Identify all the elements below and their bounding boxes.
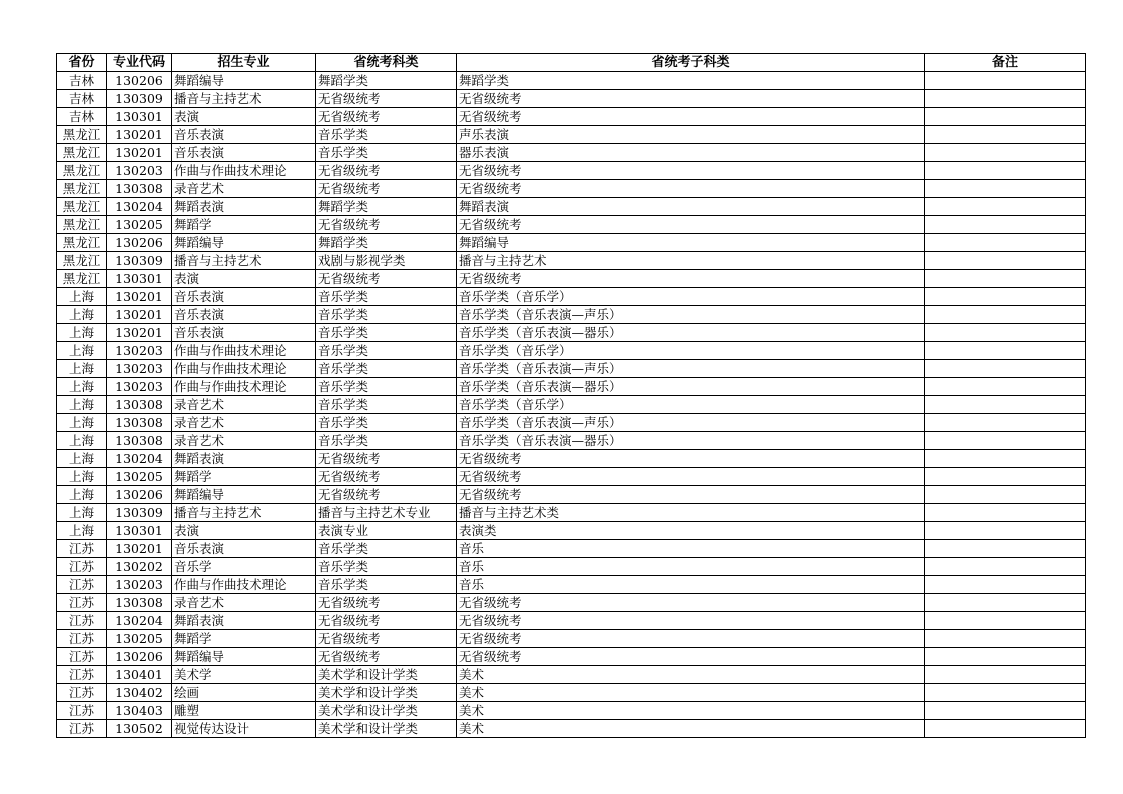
table-row	[57, 594, 1086, 612]
cell-major: 表演	[172, 108, 316, 126]
cell-note	[925, 198, 1086, 216]
cell-major: 录音艺术	[172, 432, 316, 450]
table-row	[57, 414, 1086, 432]
cell-province: 上海	[57, 522, 107, 540]
cell-major: 作曲与作曲技术理论	[172, 342, 316, 360]
cell-subcategory: 舞蹈学类	[457, 72, 925, 90]
cell-category: 无省级统考	[316, 108, 457, 126]
header-province: 省份	[57, 54, 107, 72]
cell-note	[925, 126, 1086, 144]
cell-province: 黑龙江	[57, 252, 107, 270]
cell-major: 播音与主持艺术	[172, 90, 316, 108]
cell-subcategory: 音乐	[457, 540, 925, 558]
cell-note	[925, 720, 1086, 738]
cell-code: 130201	[107, 144, 172, 162]
cell-note	[925, 108, 1086, 126]
cell-province: 江苏	[57, 576, 107, 594]
cell-note	[925, 540, 1086, 558]
cell-province: 上海	[57, 288, 107, 306]
cell-province: 上海	[57, 360, 107, 378]
cell-subcategory: 表演类	[457, 522, 925, 540]
table-row	[57, 558, 1086, 576]
header-row	[57, 54, 1086, 72]
header-code: 专业代码	[107, 54, 172, 72]
cell-subcategory: 无省级统考	[457, 612, 925, 630]
cell-major: 录音艺术	[172, 414, 316, 432]
cell-subcategory: 美术	[457, 684, 925, 702]
cell-category: 音乐学类	[316, 414, 457, 432]
cell-category: 音乐学类	[316, 558, 457, 576]
cell-subcategory: 无省级统考	[457, 648, 925, 666]
table-row	[57, 486, 1086, 504]
cell-note	[925, 306, 1086, 324]
cell-category: 无省级统考	[316, 216, 457, 234]
cell-note	[925, 558, 1086, 576]
cell-category: 音乐学类	[316, 432, 457, 450]
cell-province: 江苏	[57, 594, 107, 612]
table-row	[57, 666, 1086, 684]
cell-major: 视觉传达设计	[172, 720, 316, 738]
cell-major: 音乐表演	[172, 540, 316, 558]
cell-province: 上海	[57, 504, 107, 522]
cell-province: 江苏	[57, 540, 107, 558]
cell-major: 美术学	[172, 666, 316, 684]
header-category: 省统考科类	[316, 54, 457, 72]
table-row	[57, 684, 1086, 702]
cell-major: 音乐表演	[172, 144, 316, 162]
cell-note	[925, 432, 1086, 450]
cell-category: 戏剧与影视学类	[316, 252, 457, 270]
cell-note	[925, 702, 1086, 720]
cell-major: 录音艺术	[172, 594, 316, 612]
cell-province: 江苏	[57, 648, 107, 666]
cell-province: 黑龙江	[57, 144, 107, 162]
table-row	[57, 90, 1086, 108]
cell-subcategory: 无省级统考	[457, 486, 925, 504]
cell-province: 江苏	[57, 558, 107, 576]
cell-subcategory: 音乐学类（音乐表演—器乐）	[457, 378, 925, 396]
cell-province: 黑龙江	[57, 162, 107, 180]
cell-code: 130203	[107, 360, 172, 378]
cell-major: 舞蹈表演	[172, 198, 316, 216]
cell-subcategory: 器乐表演	[457, 144, 925, 162]
cell-category: 舞蹈学类	[316, 72, 457, 90]
cell-subcategory: 音乐学类（音乐学）	[457, 342, 925, 360]
cell-major: 绘画	[172, 684, 316, 702]
cell-province: 吉林	[57, 72, 107, 90]
admissions-table	[56, 53, 1086, 738]
cell-major: 舞蹈编导	[172, 486, 316, 504]
cell-code: 130402	[107, 684, 172, 702]
cell-code: 130309	[107, 252, 172, 270]
cell-province: 上海	[57, 306, 107, 324]
table-row	[57, 198, 1086, 216]
table-row	[57, 450, 1086, 468]
cell-subcategory: 音乐学类（音乐表演—声乐）	[457, 360, 925, 378]
cell-subcategory: 音乐	[457, 576, 925, 594]
cell-code: 130201	[107, 306, 172, 324]
cell-province: 江苏	[57, 666, 107, 684]
cell-code: 130206	[107, 234, 172, 252]
cell-note	[925, 216, 1086, 234]
cell-category: 表演专业	[316, 522, 457, 540]
cell-category: 美术学和设计学类	[316, 666, 457, 684]
table-row	[57, 126, 1086, 144]
table-row	[57, 324, 1086, 342]
cell-category: 美术学和设计学类	[316, 684, 457, 702]
cell-major: 作曲与作曲技术理论	[172, 360, 316, 378]
cell-subcategory: 无省级统考	[457, 216, 925, 234]
cell-category: 音乐学类	[316, 288, 457, 306]
cell-code: 130203	[107, 378, 172, 396]
cell-province: 上海	[57, 414, 107, 432]
cell-category: 美术学和设计学类	[316, 720, 457, 738]
cell-category: 音乐学类	[316, 396, 457, 414]
cell-major: 舞蹈编导	[172, 72, 316, 90]
cell-code: 130205	[107, 630, 172, 648]
cell-subcategory: 美术	[457, 720, 925, 738]
cell-subcategory: 美术	[457, 702, 925, 720]
cell-note	[925, 144, 1086, 162]
cell-category: 音乐学类	[316, 540, 457, 558]
table-row	[57, 468, 1086, 486]
cell-province: 上海	[57, 468, 107, 486]
table-body	[57, 72, 1086, 738]
cell-province: 黑龙江	[57, 126, 107, 144]
cell-category: 音乐学类	[316, 342, 457, 360]
cell-code: 130403	[107, 702, 172, 720]
cell-subcategory: 无省级统考	[457, 468, 925, 486]
header-subcategory: 省统考子科类	[457, 54, 925, 72]
table-row	[57, 288, 1086, 306]
cell-code: 130309	[107, 504, 172, 522]
cell-subcategory: 舞蹈表演	[457, 198, 925, 216]
cell-subcategory: 美术	[457, 666, 925, 684]
cell-note	[925, 684, 1086, 702]
table-row	[57, 612, 1086, 630]
cell-category: 音乐学类	[316, 360, 457, 378]
cell-subcategory: 播音与主持艺术类	[457, 504, 925, 522]
cell-major: 音乐学	[172, 558, 316, 576]
cell-code: 130301	[107, 270, 172, 288]
cell-category: 音乐学类	[316, 306, 457, 324]
cell-note	[925, 342, 1086, 360]
cell-category: 无省级统考	[316, 270, 457, 288]
cell-major: 舞蹈学	[172, 216, 316, 234]
cell-code: 130205	[107, 216, 172, 234]
cell-code: 130201	[107, 126, 172, 144]
cell-category: 无省级统考	[316, 612, 457, 630]
cell-province: 上海	[57, 378, 107, 396]
cell-major: 音乐表演	[172, 306, 316, 324]
cell-major: 舞蹈学	[172, 630, 316, 648]
cell-subcategory: 声乐表演	[457, 126, 925, 144]
cell-note	[925, 504, 1086, 522]
cell-province: 黑龙江	[57, 234, 107, 252]
table-row	[57, 216, 1086, 234]
cell-category: 播音与主持艺术专业	[316, 504, 457, 522]
cell-code: 130308	[107, 396, 172, 414]
cell-code: 130206	[107, 648, 172, 666]
cell-province: 黑龙江	[57, 198, 107, 216]
cell-code: 130204	[107, 450, 172, 468]
cell-province: 上海	[57, 342, 107, 360]
cell-category: 舞蹈学类	[316, 234, 457, 252]
table-row	[57, 270, 1086, 288]
cell-subcategory: 音乐学类（音乐表演—声乐）	[457, 306, 925, 324]
cell-code: 130201	[107, 540, 172, 558]
cell-category: 舞蹈学类	[316, 198, 457, 216]
cell-code: 130204	[107, 612, 172, 630]
cell-category: 音乐学类	[316, 324, 457, 342]
cell-province: 江苏	[57, 612, 107, 630]
table-row	[57, 180, 1086, 198]
cell-category: 无省级统考	[316, 648, 457, 666]
cell-note	[925, 666, 1086, 684]
cell-major: 表演	[172, 522, 316, 540]
cell-subcategory: 无省级统考	[457, 630, 925, 648]
cell-note	[925, 270, 1086, 288]
table-row	[57, 306, 1086, 324]
cell-subcategory: 音乐学类（音乐表演—器乐）	[457, 432, 925, 450]
cell-note	[925, 288, 1086, 306]
cell-major: 播音与主持艺术	[172, 252, 316, 270]
table-row	[57, 432, 1086, 450]
cell-category: 无省级统考	[316, 90, 457, 108]
cell-category: 音乐学类	[316, 378, 457, 396]
table-row	[57, 396, 1086, 414]
cell-category: 音乐学类	[316, 576, 457, 594]
cell-note	[925, 234, 1086, 252]
cell-code: 130301	[107, 108, 172, 126]
cell-major: 音乐表演	[172, 126, 316, 144]
cell-major: 舞蹈学	[172, 468, 316, 486]
table-row	[57, 522, 1086, 540]
cell-note	[925, 414, 1086, 432]
cell-province: 上海	[57, 486, 107, 504]
cell-category: 美术学和设计学类	[316, 702, 457, 720]
cell-note	[925, 486, 1086, 504]
cell-major: 作曲与作曲技术理论	[172, 576, 316, 594]
cell-subcategory: 音乐学类（音乐表演—器乐）	[457, 324, 925, 342]
cell-subcategory: 无省级统考	[457, 162, 925, 180]
table-row	[57, 648, 1086, 666]
table-row	[57, 108, 1086, 126]
table-row	[57, 702, 1086, 720]
cell-province: 上海	[57, 324, 107, 342]
cell-subcategory: 音乐学类（音乐学）	[457, 288, 925, 306]
cell-subcategory: 无省级统考	[457, 180, 925, 198]
cell-code: 130301	[107, 522, 172, 540]
cell-subcategory: 无省级统考	[457, 450, 925, 468]
table-row	[57, 162, 1086, 180]
cell-category: 无省级统考	[316, 630, 457, 648]
cell-category: 无省级统考	[316, 162, 457, 180]
cell-code: 130309	[107, 90, 172, 108]
cell-code: 130206	[107, 72, 172, 90]
cell-major: 舞蹈表演	[172, 612, 316, 630]
table-row	[57, 234, 1086, 252]
table-row	[57, 342, 1086, 360]
cell-subcategory: 无省级统考	[457, 90, 925, 108]
cell-category: 无省级统考	[316, 468, 457, 486]
cell-code: 130502	[107, 720, 172, 738]
cell-note	[925, 252, 1086, 270]
table-row	[57, 378, 1086, 396]
table-row	[57, 720, 1086, 738]
cell-note	[925, 468, 1086, 486]
cell-major: 舞蹈编导	[172, 234, 316, 252]
cell-major: 录音艺术	[172, 396, 316, 414]
cell-note	[925, 378, 1086, 396]
cell-subcategory: 音乐学类（音乐学）	[457, 396, 925, 414]
cell-province: 上海	[57, 450, 107, 468]
cell-code: 130308	[107, 414, 172, 432]
cell-province: 黑龙江	[57, 180, 107, 198]
cell-code: 130308	[107, 594, 172, 612]
cell-subcategory: 无省级统考	[457, 270, 925, 288]
cell-note	[925, 630, 1086, 648]
cell-province: 黑龙江	[57, 270, 107, 288]
cell-major: 表演	[172, 270, 316, 288]
table-row	[57, 576, 1086, 594]
table-row	[57, 72, 1086, 90]
cell-subcategory: 无省级统考	[457, 108, 925, 126]
cell-note	[925, 450, 1086, 468]
cell-code: 130206	[107, 486, 172, 504]
cell-province: 江苏	[57, 630, 107, 648]
cell-category: 无省级统考	[316, 180, 457, 198]
table-row	[57, 144, 1086, 162]
cell-province: 吉林	[57, 90, 107, 108]
cell-code: 130204	[107, 198, 172, 216]
cell-major: 舞蹈表演	[172, 450, 316, 468]
cell-code: 130203	[107, 342, 172, 360]
cell-category: 音乐学类	[316, 144, 457, 162]
cell-major: 作曲与作曲技术理论	[172, 378, 316, 396]
cell-code: 130308	[107, 180, 172, 198]
cell-subcategory: 音乐学类（音乐表演—声乐）	[457, 414, 925, 432]
cell-code: 130401	[107, 666, 172, 684]
cell-code: 130203	[107, 576, 172, 594]
cell-subcategory: 音乐	[457, 558, 925, 576]
cell-major: 录音艺术	[172, 180, 316, 198]
cell-code: 130203	[107, 162, 172, 180]
cell-major: 舞蹈编导	[172, 648, 316, 666]
cell-category: 音乐学类	[316, 126, 457, 144]
cell-province: 上海	[57, 396, 107, 414]
cell-note	[925, 612, 1086, 630]
cell-province: 江苏	[57, 720, 107, 738]
cell-major: 作曲与作曲技术理论	[172, 162, 316, 180]
cell-note	[925, 396, 1086, 414]
cell-code: 130308	[107, 432, 172, 450]
cell-code: 130201	[107, 288, 172, 306]
cell-note	[925, 360, 1086, 378]
cell-province: 江苏	[57, 702, 107, 720]
cell-note	[925, 522, 1086, 540]
table-row	[57, 360, 1086, 378]
cell-category: 无省级统考	[316, 450, 457, 468]
cell-subcategory: 无省级统考	[457, 594, 925, 612]
cell-province: 上海	[57, 432, 107, 450]
cell-note	[925, 72, 1086, 90]
cell-note	[925, 90, 1086, 108]
cell-note	[925, 576, 1086, 594]
cell-major: 音乐表演	[172, 324, 316, 342]
table-row	[57, 504, 1086, 522]
cell-major: 播音与主持艺术	[172, 504, 316, 522]
cell-major: 雕塑	[172, 702, 316, 720]
cell-major: 音乐表演	[172, 288, 316, 306]
cell-note	[925, 648, 1086, 666]
cell-note	[925, 180, 1086, 198]
cell-province: 吉林	[57, 108, 107, 126]
cell-note	[925, 162, 1086, 180]
cell-category: 无省级统考	[316, 594, 457, 612]
cell-note	[925, 324, 1086, 342]
cell-code: 130205	[107, 468, 172, 486]
cell-code: 130202	[107, 558, 172, 576]
cell-province: 黑龙江	[57, 216, 107, 234]
table-row	[57, 630, 1086, 648]
header-note: 备注	[925, 54, 1086, 72]
table-row	[57, 540, 1086, 558]
cell-code: 130201	[107, 324, 172, 342]
header-major: 招生专业	[172, 54, 316, 72]
cell-subcategory: 播音与主持艺术	[457, 252, 925, 270]
cell-province: 江苏	[57, 684, 107, 702]
table-row	[57, 252, 1086, 270]
cell-subcategory: 舞蹈编导	[457, 234, 925, 252]
cell-category: 无省级统考	[316, 486, 457, 504]
cell-note	[925, 594, 1086, 612]
